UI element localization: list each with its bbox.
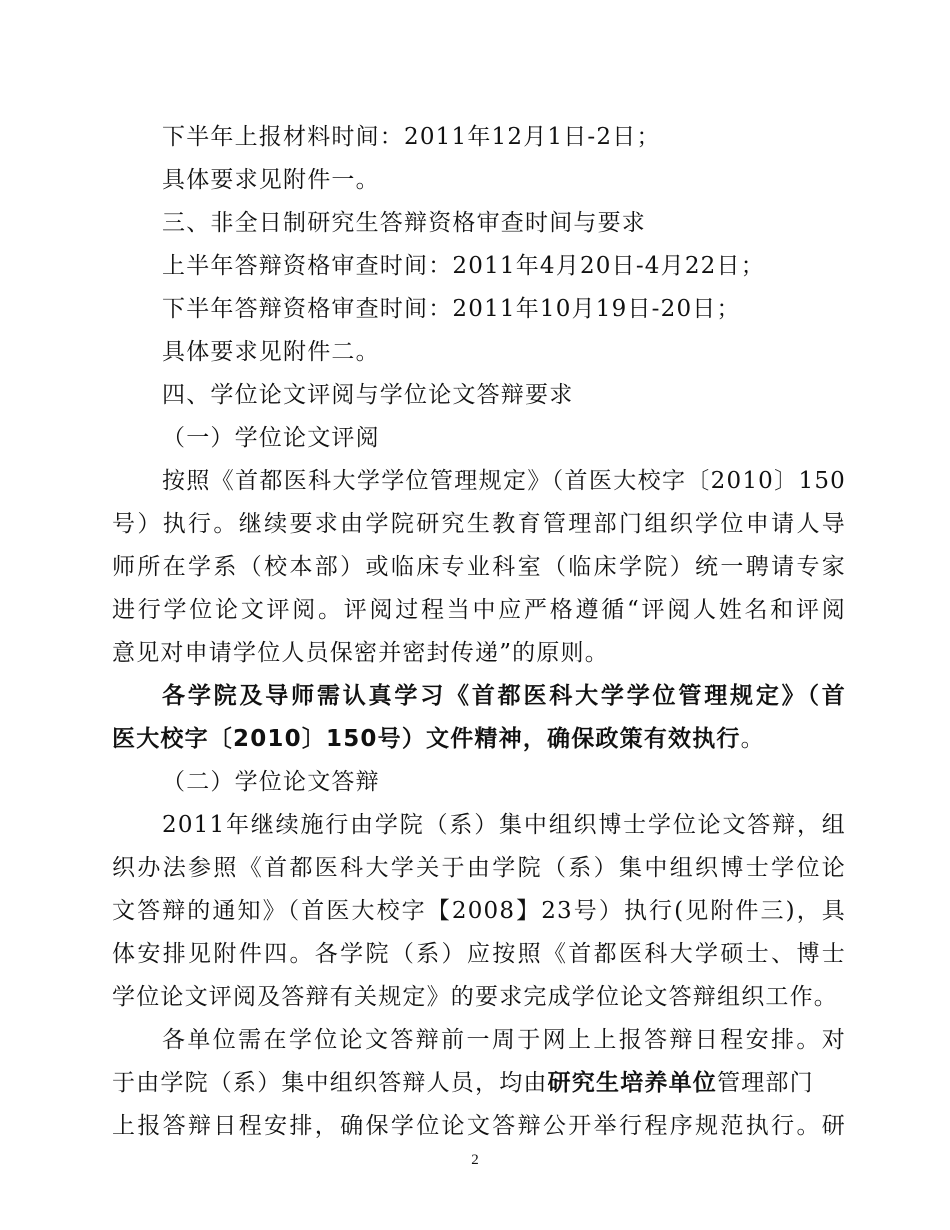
paragraph-line: 号）执行。继续要求由学院研究生教育管理部门组织学位申请人导 (112, 511, 846, 537)
paragraph-line: 2011年继续施行由学院（系）集中组织博士学位论文答辩，组 (162, 812, 846, 838)
paragraph-line: 进行学位论文评阅。评阅过程当中应严格遵循“评阅人姓名和评阅 (112, 597, 846, 623)
bold-text: 研究生培养单位 (547, 1070, 718, 1096)
paragraph-line: 师所在学系（校本部）或临床专业科室（临床学院）统一聘请专家 (112, 554, 846, 580)
paragraph-line: 体安排见附件四。各学院（系）应按照《首都医科大学硕士、博士 (112, 941, 846, 967)
text-line: 下半年上报材料时间：2011年12月1日-2日； (162, 124, 661, 150)
text-line: 下半年答辩资格审查时间：2011年10月19日-20日； (162, 296, 741, 322)
paragraph-line: 上报答辩日程安排，确保学位论文答辩公开举行程序规范执行。研 (112, 1113, 846, 1139)
regular-text: 管理部门 (717, 1070, 814, 1096)
section-heading: 三、非全日制研究生答辩资格审查时间与要求 (162, 210, 646, 236)
paragraph-line: 意见对申请学位人员保密并密封传递”的原则。 (112, 640, 609, 666)
regular-text: 。 (740, 726, 765, 752)
section-heading: 四、学位论文评阅与学位论文答辩要求 (162, 382, 574, 408)
regular-text: 于由学院（系）集中组织答辩人员，均由 (112, 1070, 548, 1096)
paragraph-line (112, 1062, 846, 1105)
document-body (112, 116, 846, 1148)
paragraph-line: 按照《首都医科大学学位管理规定》（首医大校字〔2010〕150 (162, 468, 846, 494)
page-number: 2 (471, 1152, 479, 1168)
paragraph-line: 织办法参照《首都医科大学关于由学院（系）集中组织博士学位论 (112, 855, 846, 881)
paragraph-line: 学位论文评阅及答辩有关规定》的要求完成学位论文答辩组织工作。 (112, 984, 838, 1010)
text-line: 具体要求见附件一。 (162, 167, 380, 193)
paragraph-line: 各单位需在学位论文答辩前一周于网上上报答辩日程安排。对 (162, 1027, 846, 1053)
text-line: 上半年答辩资格审查时间：2011年4月20日-4月22日； (162, 253, 765, 279)
subsection-heading: （一）学位论文评阅 (162, 425, 380, 451)
bold-paragraph-line (112, 718, 846, 761)
subsection-heading: （二）学位论文答辩 (162, 769, 380, 795)
bold-text: 医大校字〔2010〕150号）文件精神，确保政策有效执行 (112, 726, 741, 752)
bold-paragraph-line: 各学院及导师需认真学习《首都医科大学学位管理规定》（首 (162, 683, 846, 709)
text-line: 具体要求见附件二。 (162, 339, 380, 365)
paragraph-line: 文答辩的通知》（首医大校字【2008】23号）执行(见附件三)，具 (112, 898, 846, 924)
